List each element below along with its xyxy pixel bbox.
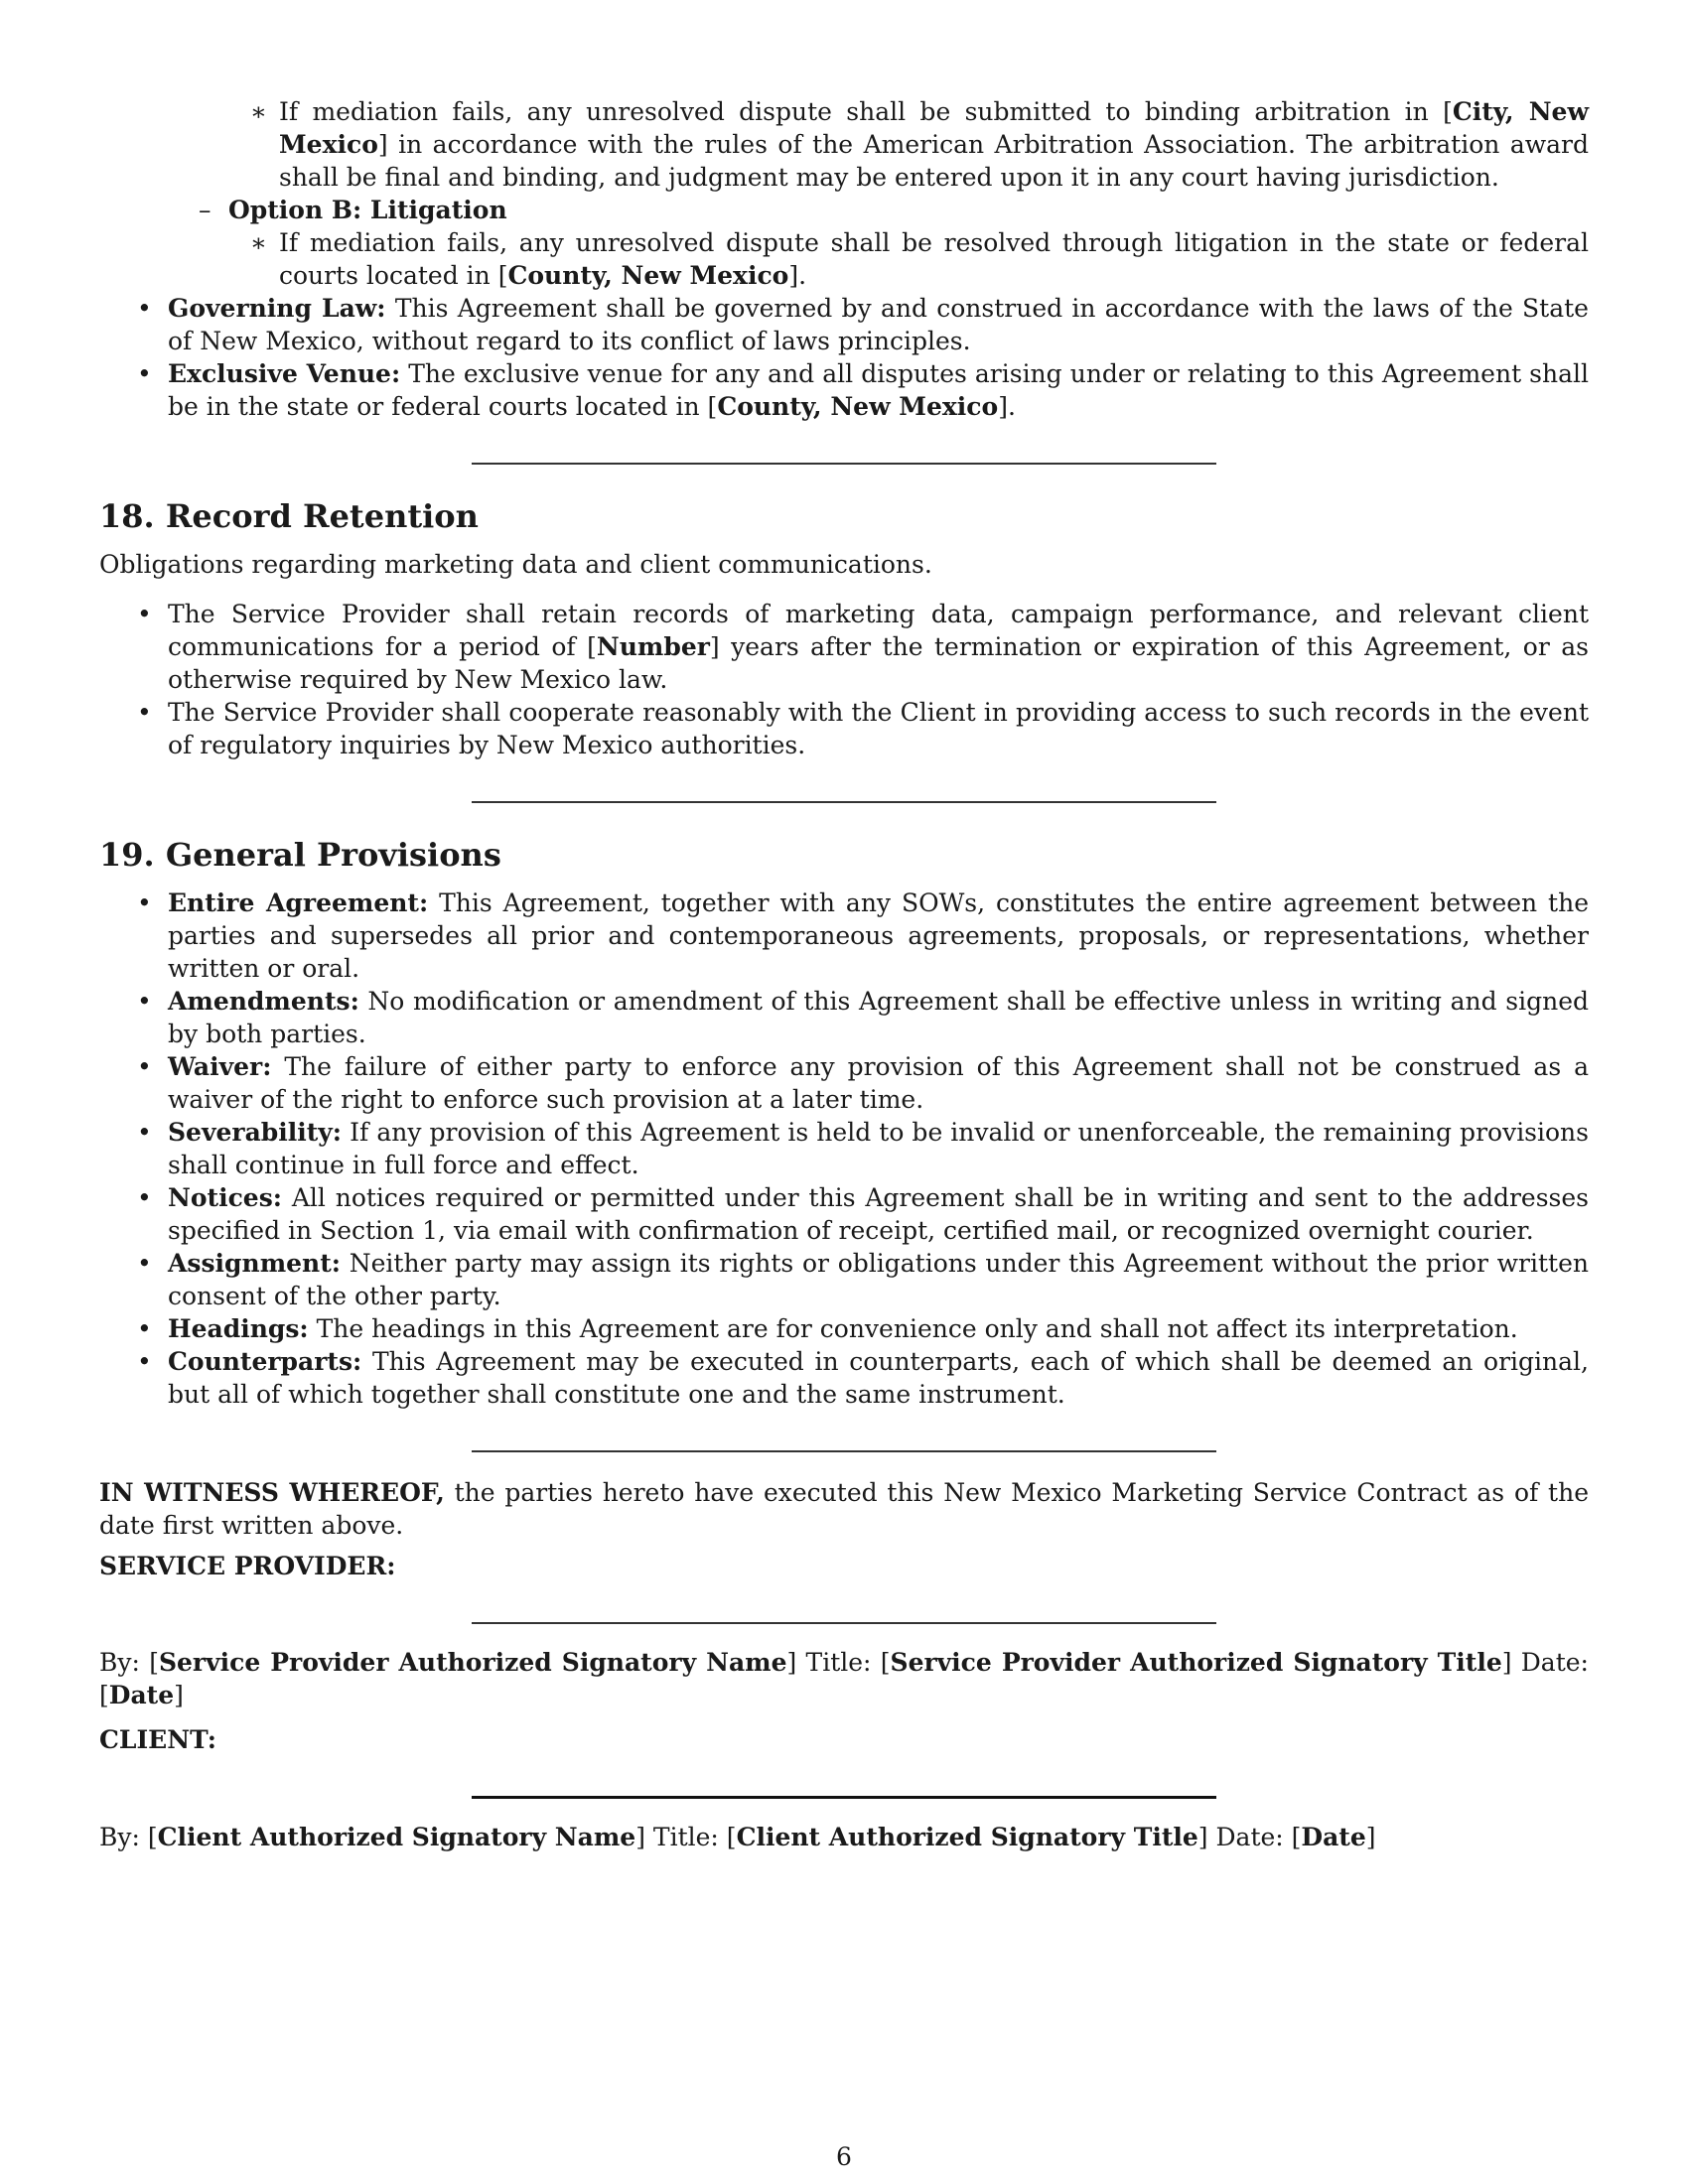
section-divider — [472, 463, 1216, 465]
service-provider-heading: SERVICE PROVIDER: — [99, 1552, 396, 1580]
witness-paragraph: IN WITNESS WHEREOF, the parties hereto have executed this New Mexico Marketing Service Contract as of the date first written above. — [99, 1478, 1589, 1540]
section-18-intro: Obligations regarding marketing data and client communications. — [99, 550, 932, 579]
client-signature-line — [472, 1796, 1216, 1799]
list-item: • Headings: The headings in this Agreement are for convenience only and shall not affect its interpretation. — [99, 1312, 1589, 1345]
section-divider — [472, 1450, 1216, 1452]
list-item: • Entire Agreement: This Agreement, together with any SOWs, constitutes the entire agreement between the parties and supersedes all prior and contemporaneous agreements, proposals, or representations, whether written or oral. — [99, 887, 1589, 985]
arbitration-clause: ∗ If mediation fails, any unresolved dispute shall be submitted to binding arbitration in [City, New Mexico] in accordance with the rules of the American Arbitration Association. The arbitration award shall be final and binding, and judgment may be entered upon it in any court having jurisdiction. — [99, 95, 1589, 194]
section-19-title: 19. General Provisions — [99, 836, 501, 874]
option-b-heading: – Option B: Litigation — [99, 194, 1589, 226]
document-page — [99, 95, 1589, 1853]
list-item: • Severability: If any provision of this Agreement is held to be invalid or unenforceable, the remaining provisions shall continue in full force and effect. — [99, 1116, 1589, 1181]
service-provider-signature-block: By: [Service Provider Authorized Signatory Name] Title: [Service Provider Authorized Signatory Title] Date: [Date] — [99, 1648, 1589, 1709]
section-18-title: 18. Record Retention — [99, 497, 479, 535]
list-item: • Counterparts: This Agreement may be executed in counterparts, each of which shall be deemed an original, but all of which together shall constitute one and the same instrument. — [99, 1345, 1589, 1411]
list-item: • Amendments: No modification or amendment of this Agreement shall be effective unless in writing and signed by both parties. — [99, 985, 1589, 1050]
exclusive-venue-item: • Exclusive Venue: The exclusive venue for any and all disputes arising under or relating to this Agreement shall be in the state or federal courts located in [County, New Mexico]. — [99, 357, 1589, 423]
client-signature-block: By: [Client Authorized Signatory Name] Title: [Client Authorized Signatory Title] Date: [Date] — [99, 1823, 1376, 1851]
governing-law-item: • Governing Law: This Agreement shall be governed by and construed in accordance with the laws of the State of New Mexico, without regard to its conflict of laws principles. — [99, 292, 1589, 357]
placeholder-city: City, New Mexico — [279, 97, 1589, 159]
list-item: • Assignment: Neither party may assign its rights or obligations under this Agreement without the prior written consent of the other party. — [99, 1247, 1589, 1312]
list-item: • Waiver: The failure of either party to enforce any provision of this Agreement shall not be construed as a waiver of the right to enforce such provision at a later time. — [99, 1050, 1589, 1116]
litigation-clause: ∗ If mediation fails, any unresolved dispute shall be resolved through litigation in the state or federal courts located in [County, New Mexico]. — [99, 226, 1589, 292]
service-provider-signature-line — [472, 1622, 1216, 1624]
section-divider — [472, 801, 1216, 803]
list-item: • Notices: All notices required or permitted under this Agreement shall be in writing and sent to the addresses specified in Section 1, via email with confirmation of receipt, certified mail, or recognized overnight courier. — [99, 1181, 1589, 1247]
general-provisions-list — [99, 887, 1589, 1411]
record-retention-item: • The Service Provider shall retain records of marketing data, campaign performance, and relevant client communications for a period of [Number] years after the termination or expiration of this Agreement, or as otherwise required by New Mexico law. — [99, 598, 1589, 696]
page-number: 6 — [836, 2142, 852, 2171]
client-heading: CLIENT: — [99, 1725, 217, 1754]
record-access-item: • The Service Provider shall cooperate reasonably with the Client in providing access to such records in the event of regulatory inquiries by New Mexico authorities. — [99, 696, 1589, 761]
